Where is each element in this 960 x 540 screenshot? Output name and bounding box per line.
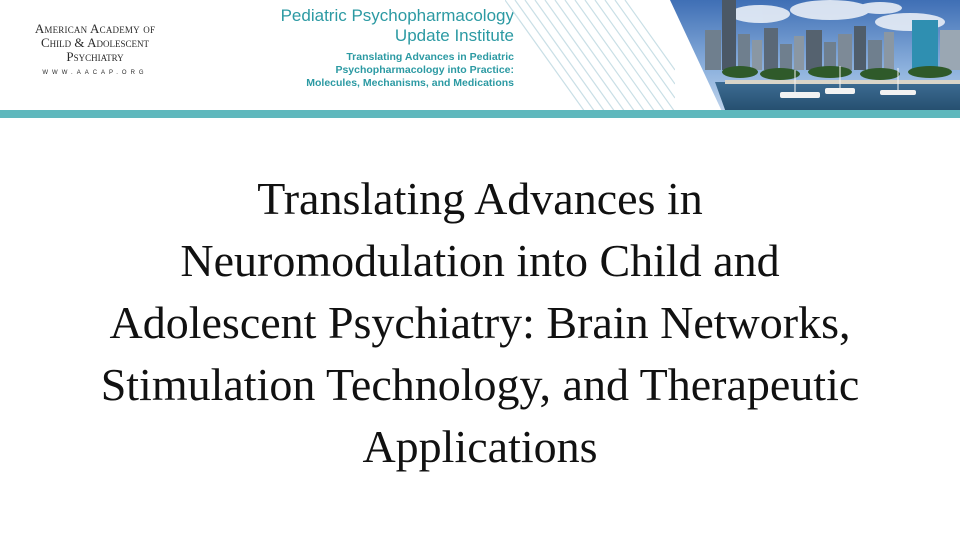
- institute-subtitle-line-1: Translating Advances in Pediatric: [346, 51, 514, 63]
- institute-heading: [281, 6, 514, 90]
- logo-line-1: American Academy of: [34, 21, 156, 36]
- institute-title-line-2: Update Institute: [394, 26, 514, 45]
- logo-url: WWW.AACAP.ORG: [42, 70, 148, 76]
- aacap-logo: [20, 22, 170, 76]
- slide-title-line-2: Neuromodulation into Child and: [180, 235, 780, 286]
- logo-line-3: Psychiatry: [66, 49, 124, 64]
- logo-line-2: Child & Adolescent: [41, 35, 149, 50]
- slide-title: [20, 168, 940, 478]
- slide-title-line-3: Adolescent Psychiatry: Brain Networks,: [109, 297, 851, 348]
- slide-title-line-5: Applications: [362, 421, 598, 472]
- header-accent-bar: [0, 110, 960, 118]
- institute-subtitle-line-2: Psychopharmacology into Practice:: [335, 64, 514, 76]
- institute-title-line-1: Pediatric Psychopharmacology: [280, 6, 514, 25]
- slide-title-line-4: Stimulation Technology, and Therapeutic: [100, 359, 860, 410]
- city-skyline-photo: [630, 0, 960, 118]
- slide-title-line-1: Translating Advances in: [257, 173, 703, 224]
- institute-subtitle-line-3: Molecules, Mechanisms, and Medications: [306, 77, 514, 89]
